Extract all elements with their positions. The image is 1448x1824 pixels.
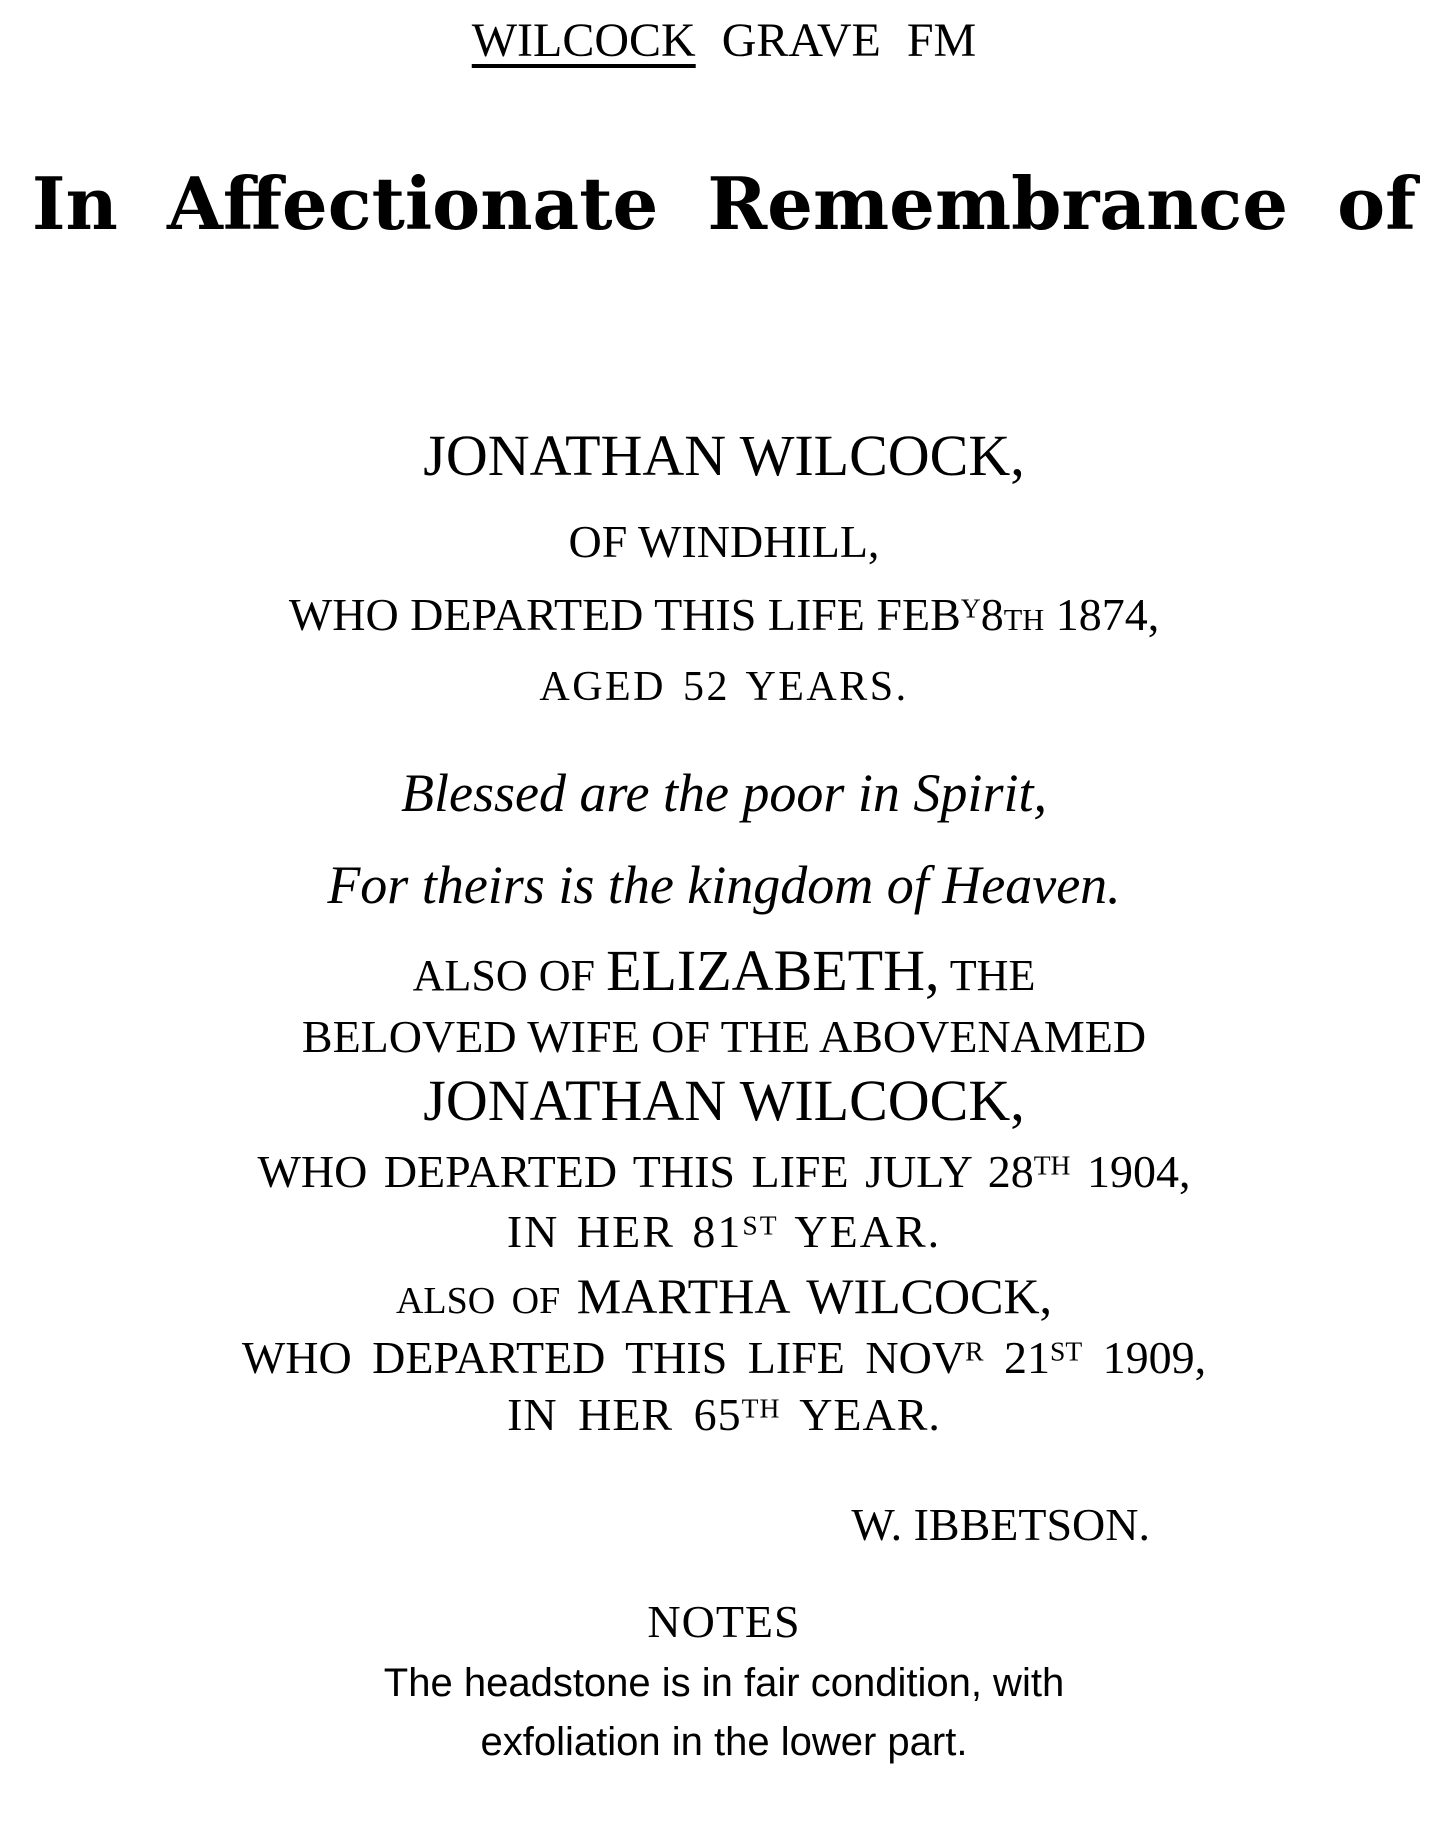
deceased-1-age-line: AGED 52 YEARS. (539, 664, 909, 710)
grave-header: WILCOCK GRAVE FM (471, 14, 977, 67)
deceased-1-death-line: WHO DEPARTED THIS LIFE $FEB^Y8TH$ 1874, (288, 589, 1160, 640)
notes-heading: NOTES (647, 1596, 801, 1647)
mason-name: W. IBBETSON. (851, 1499, 1150, 1550)
deceased-1-name: JONATHAN WILCOCK, (423, 423, 1025, 488)
deceased-2-death-line: WHO DEPARTED THIS LIFE JULY 28TH 1904, (257, 1146, 1191, 1197)
epitaph-line-2: For theirs is the kingdom of Heaven. (327, 855, 1121, 915)
remembrance-title: In Affectionate Remembrance of (31, 161, 1417, 246)
deceased-1-residence: OF WINDHILL, (568, 516, 880, 567)
deceased-2-relation: BELOVED WIFE OF THE ABOVENAMED (301, 1011, 1147, 1062)
notes-line-1: The headstone is in fair condition, with (383, 1661, 1065, 1705)
deceased-3-age-line: IN HER 65TH YEAR. (507, 1389, 941, 1440)
deceased-2-name: JONATHAN WILCOCK, (423, 1068, 1025, 1133)
deceased-3-death-line: WHO DEPARTED THIS LIFE $NOV^R$ 21ST 1909, (241, 1332, 1207, 1383)
deceased-3-intro: ALSO OF MARTHA WILCOCK, (395, 1268, 1053, 1324)
deceased-2-age-line: IN HER 81ST YEAR. (506, 1206, 942, 1257)
deceased-2-intro: ALSO OF ELIZABETH, THE (412, 938, 1036, 1003)
notes-line-2: exfoliation in the lower part. (480, 1720, 968, 1764)
epitaph-line-1: Blessed are the poor in Spirit, (401, 763, 1047, 823)
